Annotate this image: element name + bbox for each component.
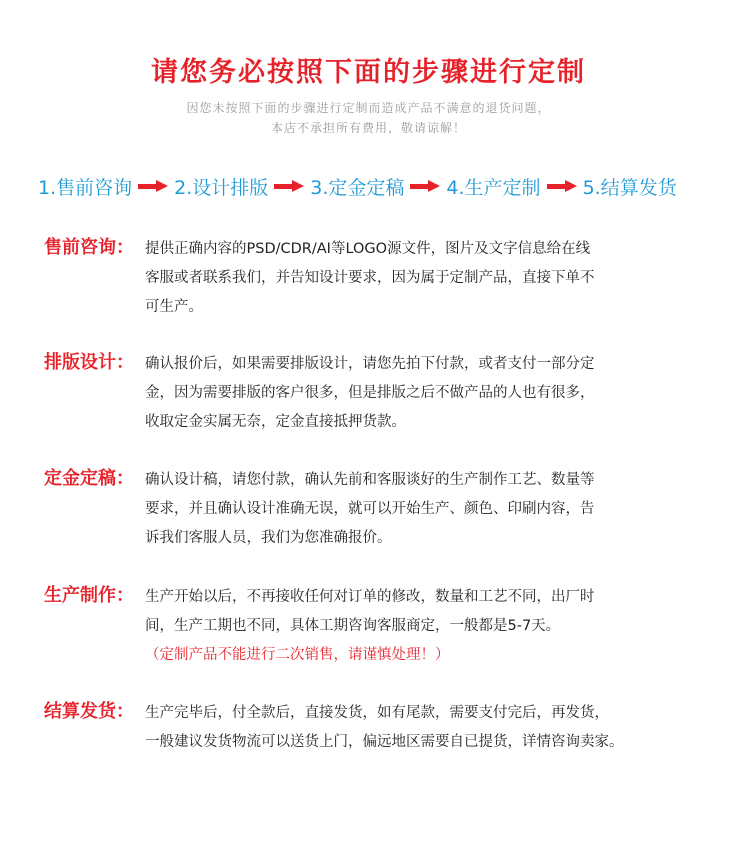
step-1: 1.售前咨询 xyxy=(38,176,133,199)
section-body xyxy=(145,583,705,670)
section-heading: 结算发货： xyxy=(44,701,134,722)
subtitle-line-1: 因您未按照下面的步骤进行定制而造成产品不满意的退货问题， xyxy=(186,101,551,115)
step-2: 2.设计排版 xyxy=(174,176,269,199)
body-line: 确认报价后，如果需要排版设计，请您先拍下付款，或者支付一部分定 xyxy=(145,356,595,372)
section-heading: 定金定稿： xyxy=(44,468,134,489)
body-line: 提供正确内容的PSD/CDR/AI等LOGO源文件，图片及文字信息给在线 xyxy=(145,241,591,257)
body-line: 生产开始以后，不再接收任何对订单的修改，数量和工艺不同，出厂时 xyxy=(145,589,595,605)
body-line: 生产完毕后，付全款后，直接发货，如有尾款，需要支付完后，再发货， xyxy=(145,705,609,721)
body-line: 金，因为需要排版的客户很多，但是排版之后不做产品的人也有很多， xyxy=(145,385,595,401)
arrow-right-icon xyxy=(547,180,577,192)
section-heading: 排版设计： xyxy=(44,352,134,373)
process-steps xyxy=(38,172,718,200)
section-body xyxy=(145,235,705,322)
arrow-right-icon xyxy=(274,180,304,192)
step-5: 5.结算发货 xyxy=(582,176,677,199)
body-line: 可生产。 xyxy=(145,299,203,315)
body-line: 收取定金实属无奈，定金直接抵押货款。 xyxy=(145,414,406,430)
page-title: 请您务必按照下面的步骤进行定制 xyxy=(151,57,586,88)
section-body xyxy=(145,350,705,437)
section-body xyxy=(145,699,737,757)
body-line: 一般建议发货物流可以送货上门，偏远地区需要自已提货，详情咨询卖家。 xyxy=(145,734,624,750)
section-heading: 生产制作： xyxy=(44,585,134,606)
arrow-right-icon xyxy=(138,180,168,192)
section-body xyxy=(145,466,705,553)
warning-note: （定制产品不能进行二次销售，请谨慎处理！） xyxy=(145,647,450,663)
body-line: 确认设计稿，请您付款，确认先前和客服谈好的生产制作工艺、数量等 xyxy=(145,472,595,488)
body-line: 客服或者联系我们，并告知设计要求，因为属于定制产品，直接下单不 xyxy=(145,270,595,286)
step-4: 4.生产定制 xyxy=(446,176,541,199)
section-heading: 售前咨询： xyxy=(44,237,134,258)
body-line: 诉我们客服人员，我们为您准确报价。 xyxy=(145,530,392,546)
subtitle-line-2: 本店不承担所有费用，敬请谅解！ xyxy=(270,121,466,135)
step-3: 3.定金定稿 xyxy=(310,176,405,199)
arrow-right-icon xyxy=(410,180,440,192)
body-line: 要求，并且确认设计准确无误，就可以开始生产、颜色、印刷内容，告 xyxy=(145,501,595,517)
body-line: 间，生产工期也不同，具体工期咨询客服商定，一般都是5-7天。 xyxy=(145,618,561,634)
